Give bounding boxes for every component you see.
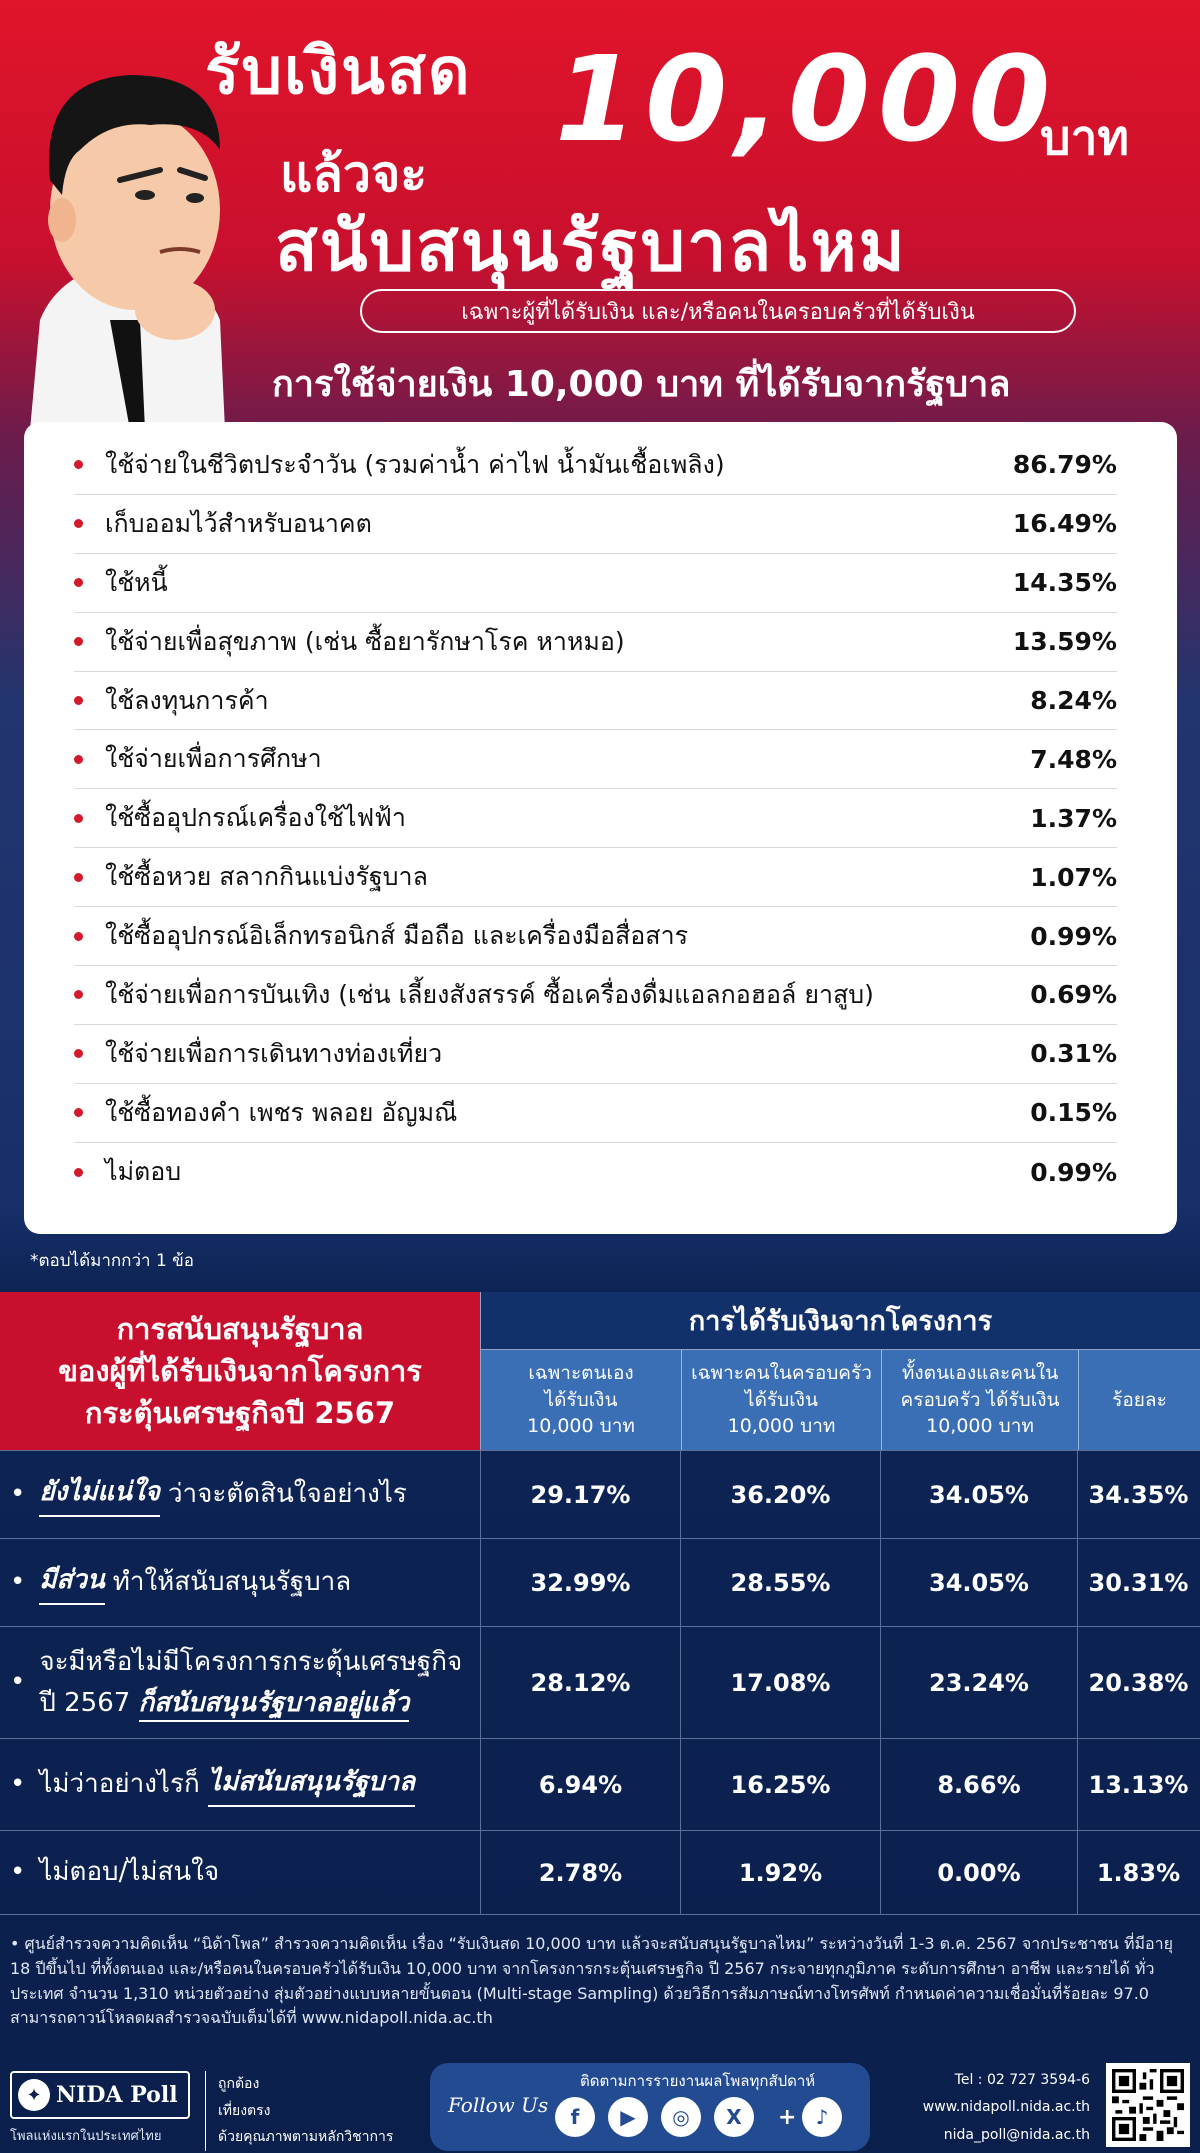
list-item bbox=[74, 554, 1117, 613]
spending-value: 0.31% bbox=[1030, 1039, 1117, 1069]
amount-text: 10,000 bbox=[555, 30, 1059, 168]
unit-text: บาท bbox=[1040, 110, 1130, 166]
table-cell: 17.08% bbox=[680, 1627, 880, 1738]
bullet-icon bbox=[74, 932, 83, 941]
table-row bbox=[0, 1738, 1200, 1830]
table-cell: 34.35% bbox=[1077, 1451, 1199, 1538]
spending-label: ใช้จ่ายเพื่อการเดินทางท่องเที่ยว bbox=[105, 1038, 443, 1068]
header-line: 10,000 บาท bbox=[727, 1415, 836, 1438]
spending-value: 0.69% bbox=[1030, 980, 1117, 1010]
spending-value: 0.15% bbox=[1030, 1098, 1117, 1128]
bullet-icon bbox=[74, 519, 83, 528]
row-text: ไม่ตอบ/ไม่สนใจ bbox=[39, 1857, 220, 1888]
header-line: ได้รับเงิน bbox=[745, 1388, 818, 1411]
list-item bbox=[74, 966, 1117, 1025]
header-line: เฉพาะคนในครอบครัว bbox=[691, 1362, 872, 1385]
spending-value: 0.99% bbox=[1030, 921, 1117, 951]
bullet-icon bbox=[74, 755, 83, 764]
spending-list bbox=[24, 422, 1177, 1234]
row-label: • ยังไม่แน่ใจ ว่าจะตัดสินใจอย่างไร bbox=[0, 1451, 480, 1538]
bullet-icon bbox=[74, 873, 83, 882]
column-headers bbox=[481, 1350, 1200, 1450]
header-line: 10,000 บาท bbox=[527, 1415, 635, 1438]
header-line: 10,000 บาท bbox=[926, 1415, 1034, 1438]
website-link[interactable]: www.nidapoll.nida.ac.th bbox=[922, 2099, 1090, 2116]
title-line-2: แล้วจะ bbox=[280, 145, 428, 203]
table-cell: 13.13% bbox=[1077, 1739, 1199, 1830]
row-label: • มีส่วน ทำให้สนับสนุนรัฐบาล bbox=[0, 1539, 480, 1626]
table-cell: 6.94% bbox=[480, 1739, 680, 1830]
spending-section-title: การใช้จ่ายเงิน 10,000 บาท ที่ได้รับจากรัฐบาล bbox=[272, 364, 1011, 405]
header-line: ครอบครัว ได้รับเงิน bbox=[900, 1388, 1060, 1411]
instagram-icon[interactable]: ◎ bbox=[661, 2097, 701, 2137]
bullet-icon bbox=[74, 1168, 83, 1177]
qr-code-icon[interactable] bbox=[1106, 2063, 1190, 2147]
support-table bbox=[0, 1292, 1200, 1915]
table-row bbox=[0, 1830, 1200, 1914]
tag-item: เที่ยงตรง bbox=[218, 2102, 271, 2119]
row-text: ไม่ว่าอย่างไรก็ bbox=[39, 1769, 200, 1800]
spending-label: ใช้จ่ายเพื่อสุขภาพ (เช่น ซื้อยารักษาโรค หาหมอ) bbox=[105, 626, 625, 656]
bullet-icon bbox=[74, 990, 83, 999]
table-cell: 23.24% bbox=[880, 1627, 1077, 1738]
bullet-icon bbox=[74, 1049, 83, 1058]
bullet-icon bbox=[74, 578, 83, 587]
spending-label: ใช้ซื้ออุปกรณ์อิเล็กทรอนิกส์ มือถือ และเครื่องมือสื่อสาร bbox=[105, 921, 689, 951]
header-line: ของผู้ที่ได้รับเงินจากโครงการ bbox=[58, 1353, 422, 1388]
tagline bbox=[205, 2071, 393, 2151]
subtitle-pill: เฉพาะผู้ที่ได้รับเงิน และ/หรือคนในครอบครัวที่ได้รับเงิน bbox=[360, 289, 1076, 333]
spending-value: 1.37% bbox=[1030, 803, 1117, 833]
header-line: การสนับสนุนรัฐบาล bbox=[116, 1311, 364, 1346]
column-header bbox=[481, 1350, 681, 1450]
plus-icon: + bbox=[778, 2105, 797, 2130]
column-header: ร้อยละ bbox=[1078, 1350, 1200, 1450]
table-cell: 8.66% bbox=[880, 1739, 1077, 1830]
table-right-header bbox=[480, 1292, 1200, 1450]
footnote: *ตอบได้มากกว่า 1 ข้อ bbox=[30, 1251, 195, 1271]
spending-label: ใช้จ่ายเพื่อการศึกษา bbox=[105, 744, 322, 774]
header-line: ได้รับเงิน bbox=[544, 1388, 618, 1411]
header-line: เฉพาะตนเอง bbox=[528, 1362, 634, 1385]
bullet-icon bbox=[74, 1108, 83, 1117]
phone-text: Tel : 02 727 3594-6 bbox=[954, 2072, 1090, 2088]
table-row bbox=[0, 1450, 1200, 1538]
table-cell: 32.99% bbox=[480, 1539, 680, 1626]
spending-value: 13.59% bbox=[1012, 627, 1117, 657]
spending-label: เก็บออมไว้สำหรับอนาคต bbox=[105, 508, 372, 538]
footer bbox=[0, 2055, 1200, 2153]
tiktok-icon[interactable]: ♪ bbox=[802, 2097, 842, 2137]
list-item bbox=[74, 613, 1117, 672]
spending-label: ใช้ซื้อหวย สลากกินแบ่งรัฐบาล bbox=[105, 862, 428, 892]
spending-value: 86.79% bbox=[1012, 450, 1117, 480]
header bbox=[0, 0, 1200, 430]
list-item bbox=[74, 1025, 1117, 1084]
spending-value: 8.24% bbox=[1030, 686, 1117, 715]
row-text: จะมีหรือไม่มีโครงการกระตุ้นเศรษฐกิจ bbox=[39, 1647, 463, 1678]
title-line-1: รับเงินสด bbox=[205, 35, 472, 109]
contact-info bbox=[923, 2067, 1090, 2149]
row-label: • ไม่ตอบ/ไม่สนใจ bbox=[0, 1831, 480, 1914]
spending-value: 16.49% bbox=[1012, 509, 1117, 539]
table-row bbox=[0, 1538, 1200, 1626]
row-label: • จะมีหรือไม่มีโครงการกระตุ้นเศรษฐกิจ ปี 2567 ก็สนับสนุนรัฐบาลอยู่แล้ว bbox=[0, 1627, 480, 1738]
table-header bbox=[0, 1292, 1200, 1450]
table-cell: 28.55% bbox=[680, 1539, 880, 1626]
table-cell: 34.05% bbox=[880, 1539, 1077, 1626]
table-cell: 30.31% bbox=[1077, 1539, 1199, 1626]
table-cell: 1.83% bbox=[1077, 1831, 1199, 1914]
list-item bbox=[74, 1143, 1117, 1202]
table-left-header bbox=[0, 1292, 480, 1450]
list-item bbox=[74, 495, 1117, 554]
table-cell: 29.17% bbox=[480, 1451, 680, 1538]
emphasis-text: มีส่วน bbox=[39, 1560, 104, 1604]
row-text: ปี 2567 bbox=[39, 1687, 131, 1718]
spending-value: 14.35% bbox=[1012, 568, 1117, 598]
list-item bbox=[74, 789, 1117, 848]
spending-label: ใช้ซื้ออุปกรณ์เครื่องใช้ไฟฟ้า bbox=[105, 803, 406, 833]
seal-icon: ✦ bbox=[18, 2079, 50, 2111]
spending-value: 0.99% bbox=[1030, 1157, 1117, 1187]
table-cell: 0.00% bbox=[880, 1831, 1077, 1914]
header-line: ทั้งตนเองและคนใน bbox=[901, 1362, 1059, 1385]
nida-poll-logo bbox=[10, 2071, 190, 2119]
column-header bbox=[681, 1350, 881, 1450]
emphasis-text: ยังไม่แน่ใจ bbox=[39, 1472, 160, 1516]
logo-text: NIDA Poll bbox=[56, 2082, 178, 2108]
spending-value: 7.48% bbox=[1030, 744, 1117, 774]
spending-label: ใช้ลงทุนการค้า bbox=[105, 685, 269, 715]
follow-us-label: Follow Us bbox=[448, 2093, 549, 2117]
row-label: • ไม่ว่าอย่างไรก็ ไม่สนับสนุนรัฐบาล bbox=[0, 1739, 480, 1830]
table-cell: 2.78% bbox=[480, 1831, 680, 1914]
emphasis-text: ไม่สนับสนุนรัฐบาล bbox=[208, 1762, 415, 1806]
bullet-icon bbox=[74, 637, 83, 646]
table-cell: 36.20% bbox=[680, 1451, 880, 1538]
spending-label: ใช้จ่ายในชีวิตประจำวัน (รวมค่าน้ำ ค่าไฟ น้ำมันเชื้อเพลิง) bbox=[105, 449, 725, 479]
follow-title: ติดตามการรายงานผลโพลทุกสัปดาห์ bbox=[580, 2072, 816, 2090]
spending-label: ใช้ซื้อทองคำ เพชร พลอย อัญมณี bbox=[105, 1097, 458, 1127]
tag-item: ด้วยคุณภาพตามหลักวิชาการ bbox=[218, 2129, 394, 2146]
table-cell: 16.25% bbox=[680, 1739, 880, 1830]
spending-label: ไม่ตอบ bbox=[105, 1157, 182, 1187]
header-line: กระตุ้นเศรษฐกิจปี 2567 bbox=[84, 1396, 396, 1431]
table-row bbox=[0, 1626, 1200, 1738]
logo-subtitle: โพลแห่งแรกในประเทศไทย bbox=[10, 2129, 162, 2144]
source-note: • ศูนย์สำรวจความคิดเห็น “นิด้าโพล” สำรวจความคิดเห็น เรื่อง “รับเงินสด 10,000 บาท แล้วจะสนับสนุนรัฐบาลไหม” ระหว่างวันที่ 1-3 ต.ค. 2567 จากประชาชน ที่มีอายุ 18 ปีขึ้นไป ที่ทั้งตนเอง และ/หรือคนในครอบครัวได้รับเงิน 10,000 บาท จากโครงการกระตุ้นเศรษฐกิจ ปี 2567 กระจายทุกภูมิภาค ระดับการศึกษา อาชีพ และรายได้ ทั่วประเทศ จำนวน 1,310 หน่วยตัวอย่าง สุ่มตัวอย่างแบบหลายขั้นตอน (Multi-stage Sampling) ด้วยวิธีการสัมภาษณ์ทางโทรศัพท์ กำหนดค่าความเชื่อมั่นที่ร้อยละ 97.0 สามารถดาวน์โหลดผลสำรวจฉบับเต็มได้ที่ www.nidapoll.nida.ac.th bbox=[10, 1934, 1174, 2028]
table-cell: 1.92% bbox=[680, 1831, 880, 1914]
youtube-icon[interactable]: ▶ bbox=[608, 2097, 648, 2137]
list-item bbox=[74, 1084, 1117, 1143]
list-item bbox=[74, 730, 1117, 789]
spending-label: ใช้จ่ายเพื่อการบันเทิง (เช่น เลี้ยงสังสรรค์ ซื้อเครื่องดื่มแอลกอฮอล์ ยาสูบ) bbox=[105, 979, 874, 1009]
list-item bbox=[74, 907, 1117, 966]
emphasis-text: ก็สนับสนุนรัฐบาลอยู่แล้ว bbox=[139, 1688, 410, 1722]
spending-value: 1.07% bbox=[1030, 862, 1117, 892]
column-header bbox=[881, 1350, 1078, 1450]
follow-box bbox=[430, 2063, 870, 2151]
row-text: ว่าจะตัดสินใจอย่างไร bbox=[167, 1479, 407, 1510]
table-cell: 34.05% bbox=[880, 1451, 1077, 1538]
table-cell: 20.38% bbox=[1077, 1627, 1199, 1738]
spending-label: ใช้หนี้ bbox=[105, 567, 168, 597]
facebook-icon[interactable]: f bbox=[555, 2097, 595, 2137]
row-text: ทำให้สนับสนุนรัฐบาล bbox=[112, 1567, 352, 1598]
email-link[interactable]: nida_poll@nida.ac.th bbox=[943, 2126, 1090, 2143]
list-item bbox=[74, 848, 1117, 907]
bullet-icon bbox=[74, 814, 83, 823]
list-item bbox=[74, 436, 1117, 495]
bullet-icon bbox=[74, 460, 83, 469]
title-line-3: สนับสนุนรัฐบาลไหม bbox=[275, 205, 907, 287]
list-item bbox=[74, 672, 1117, 731]
x-icon[interactable]: X bbox=[714, 2097, 754, 2137]
bullet-icon bbox=[74, 696, 83, 705]
table-cell: 28.12% bbox=[480, 1627, 680, 1738]
tag-item: ถูกต้อง bbox=[218, 2076, 260, 2092]
group-header: การได้รับเงินจากโครงการ bbox=[481, 1292, 1200, 1350]
